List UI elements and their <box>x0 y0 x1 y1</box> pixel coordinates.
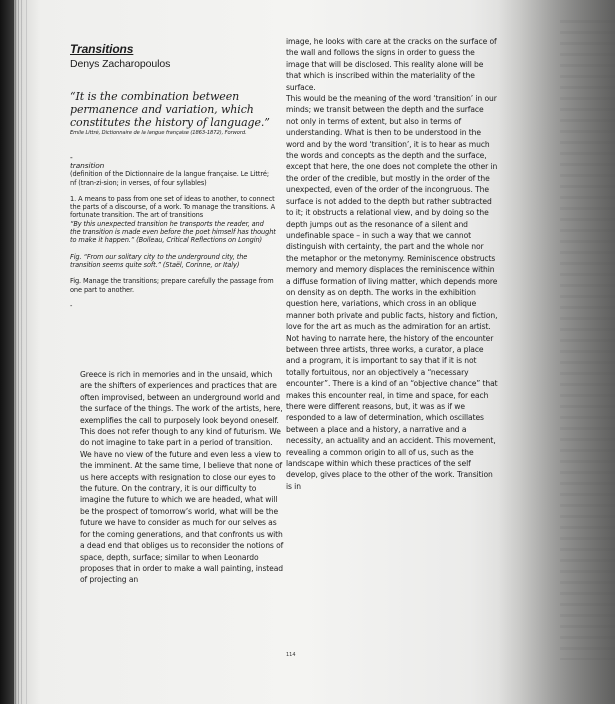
left-column <box>70 42 284 585</box>
page-edge-line <box>26 0 27 704</box>
dictionary-headword: transition <box>70 161 105 170</box>
page-edge-line <box>18 0 19 704</box>
page-number: 114 <box>286 652 296 658</box>
epigraph-source: Emile Littré, Dictionnaire de la langue française (1863-1872), Forword. <box>70 130 247 136</box>
facing-page-bleed <box>560 20 615 660</box>
book-edge <box>0 0 14 704</box>
section-dash-end: - <box>70 301 73 310</box>
article-title: Transitions <box>70 42 134 56</box>
dictionary-sense-1: 1. A means to pass from one set of ideas to another, to connect the parts of a discourse, of a work. To manage the transitions. A fortunate transition. The art of transitions <box>70 194 276 220</box>
left-paragraph: Greece is rich in memories and in the unsaid, which are the shifters of experiences and practices that are often improvised, between an underground world and the surface of the things. The work of the artists, here, exemplifies the call to purposely look beyond oneself. This does not refer though to any kind of futurism. We do not imagine to take part in a period of transition. We have no view of the future and even less a view to the imminent. At the same time, I believe that none of us here accepts with resignation to close our eyes to the future. On the contrary, it is our difficulty to imagine the future to which we are headed, what will be the prospect of tomorrow’s world, what will be the future we have to consider as much for our selves as for the coming generations, and that confronts us with a dead end that obliges us to reconsider the notions of space, depth, surface; similar to when Leonardo proposes that in order to make a wall painting, instead of projecting an <box>80 370 284 585</box>
right-column <box>286 36 498 492</box>
dictionary-fig-1: Fig. “From our solitary city to the underground city, the transition seems quite soft.” (Staël, Corinne, or Italy) <box>70 252 248 269</box>
section-dash: - <box>70 153 73 162</box>
page-edge-line <box>15 0 16 704</box>
right-paragraph-2: This would be the meaning of the word ‘transition’ in our minds; we transit between the depth and the surface not only in terms of extent, but also in terms of understanding. What is then to be understood in the word and by the word ‘transition’, it is to hear as much the words and concepts as the depth and the surface, except that here, the one does not complete the other in the order of the credible, but mostly in the order of the unexpected, even of the order of the incongruous. The surface is not added to the depth but rather subtracted to it; it obstructs a relational view, and by doing so the depth jumps out as the resonance of a silent and undefinable space – in such a way that we cannot distinguish with certainty, the part and the whole nor the metaphor or the metonymy. Reminiscence obstructs memory and memory displaces the reminiscence within a diffuse formation of living matter, which depends more on density as on depth. The works in the exhibition question here, variations, which cross in an oblique manner both private and public facts, history and fiction, love for the art as much as the admiration for an artist. Not having to narrate here, the history of the encounter between three artists, three works, a curator, a place and a program, it is important to say that if it is not totally fortuitous, nor an objectively a “necessary encounter”. There is a kind of an “objective chance” that makes this encounter real, in time and space, for each there were different reasons, but, it was as if we responded to a law of determination, which oscillates between a place and a history, a narrative and a necessity, an actuality and an accident. This movement, revealing a common origin to all of us, such as the landscape within which these practices of the self develop, gives place to the other of the work. Transition is in <box>286 94 498 491</box>
dictionary-sense-1-example: “By this unexpected transition he transports the reader, and the transition is made even before the poet himself has thought to make it happen.” (Boileau, Critical Reflections on Longin) <box>70 219 276 245</box>
dictionary-fig-2: Fig. Manage the transitions; prepare carefully the passage from one part to another. <box>70 277 274 294</box>
dictionary-definition: (definition of the Dictionnaire de la langue française. Le Littré; nf (tran-zi-sion; in verses, of four syllables) <box>70 170 269 187</box>
left-body-text <box>80 369 286 586</box>
dictionary-entry <box>70 162 276 310</box>
right-paragraph-1: image, he looks with care at the cracks on the surface of the wall and follows the signs in order to guess the image that will be disclosed. This reality alone will be that which is inscribed within the materiality of the surface. <box>286 37 497 92</box>
article-author: Denys Zacharopoulos <box>70 58 171 70</box>
page-edge-line <box>21 0 22 704</box>
epigraph: “It is the combination between permanence and variation, which constitutes the history of language.” <box>70 90 270 129</box>
right-body-text <box>286 36 498 492</box>
